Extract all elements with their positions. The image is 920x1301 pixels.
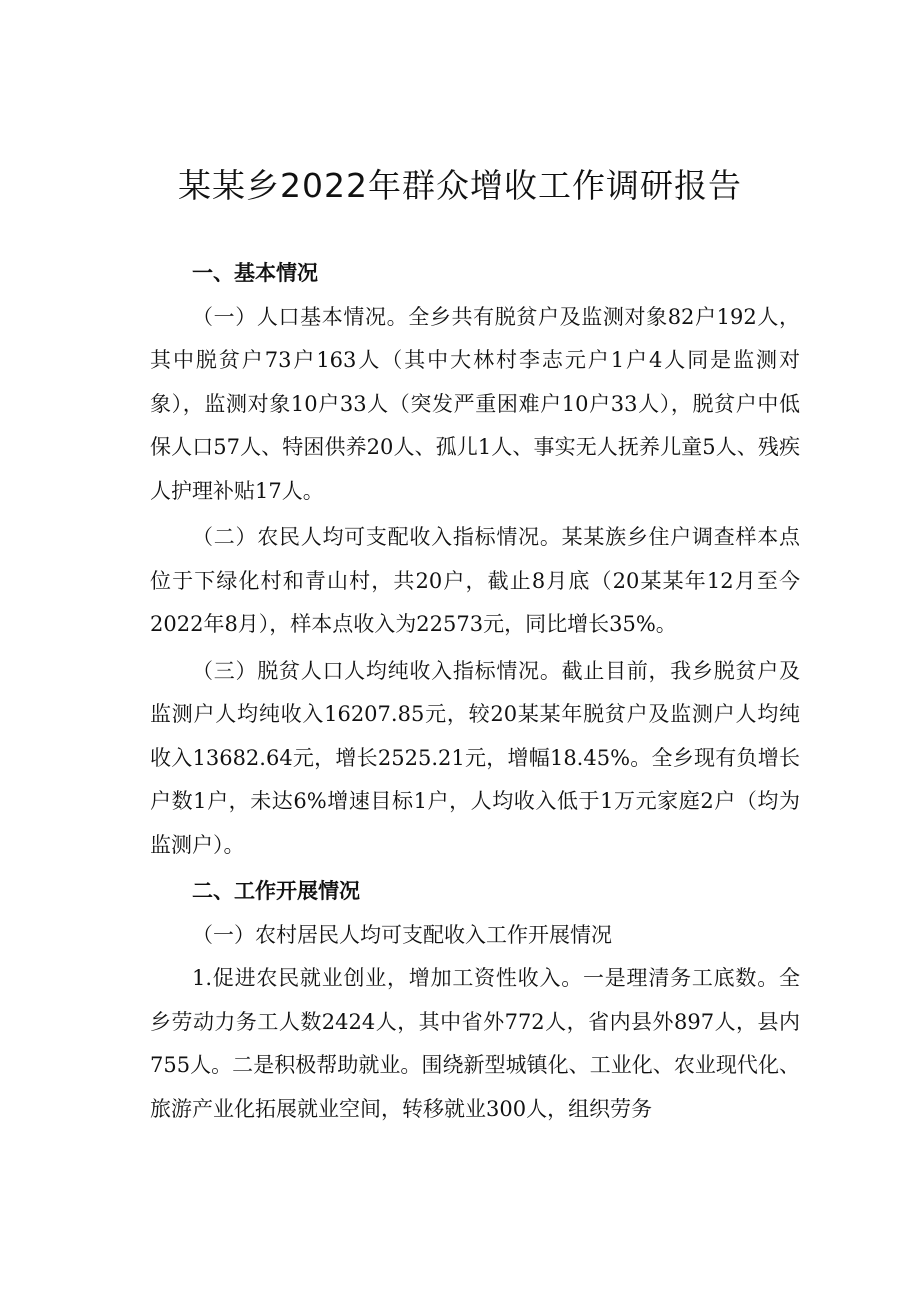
paragraph-net-income: （三）脱贫人口人均纯收入指标情况。截止目前，我乡脱贫户及监测户人均纯收入16207.85元，较20某某年脱贫户及监测户人均纯收入13682.64元，增长2525.21元，增幅18.45%。全乡现有负增长户数1户，未达6%增速目标1户，人均收入低于1万元家庭2户（均为监测户）。	[150, 658, 800, 857]
section-heading-basic: 一、基本情况	[192, 261, 318, 285]
page-title: 某某乡2022年群众增收工作调研报告	[178, 166, 742, 205]
paragraph-population: （一）人口基本情况。全乡共有脱贫户及监测对象82户192人，其中脱贫户73户163人（其中大林村李志元户1户4人同是监测对象），监测对象10户33人（突发严重困难户10户33人），脱贫户中低保人口57人、特困供养20人、孤儿1人、事实无人抚养儿童5人、残疾人护理补贴17人。	[150, 304, 800, 503]
subheading-rural-income: （一）农村居民人均可支配收入工作开展情况	[192, 922, 612, 947]
document-body	[150, 252, 800, 1131]
paragraph-income-indicator: （二）农民人均可支配收入指标情况。某某族乡住户调查样本点位于下绿化村和青山村，共20户，截止8月底（20某某年12月至今2022年8月），样本点收入为22573元，同比增长35%。	[150, 525, 800, 636]
section-heading-work: 二、工作开展情况	[192, 879, 360, 903]
paragraph-employment: 1.促进农民就业创业，增加工资性收入。一是理清务工底数。全乡劳动力务工人数2424人，其中省外772人，省内县外897人，县内755人。二是积极帮助就业。围绕新型城镇化、工业化、农业现代化、旅游产业化拓展就业空间，转移就业300人，组织劳务	[150, 966, 800, 1121]
